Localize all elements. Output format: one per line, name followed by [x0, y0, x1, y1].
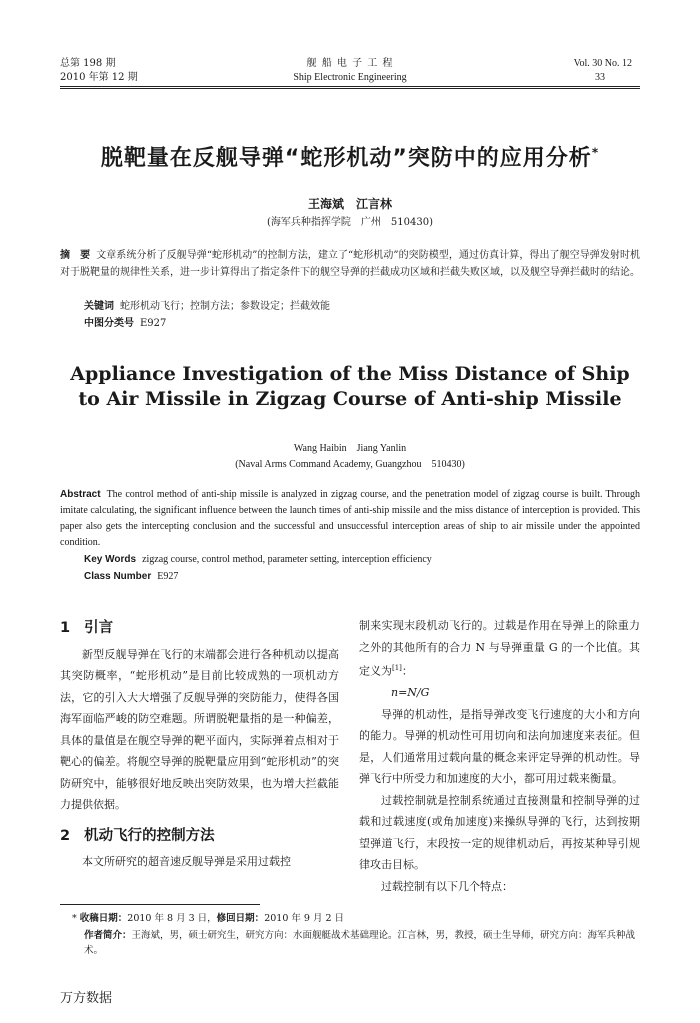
citation-1: [1]: [392, 664, 402, 672]
body-right-column: [359, 615, 640, 897]
right-paragraph-2: 导弹的机动性，是指导弹改变飞行速度的大小和方向的能力。导弹的机动性可用切向和法向加速度来表征。但是，人们通常用过载向量的概念来评定导弹的机动性。导弹飞行中所受力和加速度的大小，都可用过载来衡量。: [359, 707, 640, 786]
section-2-number: 2: [60, 827, 71, 844]
right-paragraph-4: 过载控制有以下几个特点：: [381, 879, 513, 893]
revised-label: 修回日期：: [216, 913, 265, 924]
paper-title-cn: [40, 141, 660, 172]
section-1-heading: [60, 618, 339, 640]
section-1-number: 1: [60, 620, 71, 636]
page-number: 33: [595, 72, 605, 83]
overload-formula: n=N/G: [391, 686, 430, 700]
affiliation-en: (Naval Arms Command Academy, Guangzhou 510430): [235, 459, 465, 470]
author-intro-label: 作者简介：: [84, 930, 132, 941]
abstract-en: [60, 487, 640, 551]
keywords-cn-label: 关键词: [84, 301, 114, 312]
paper-title-en: Appliance Investigation of the Miss Distance of Ship to Air Missile in Zigzag Course of Anti-ship Missile: [70, 363, 630, 410]
keywords-en: [84, 552, 640, 568]
title-cn-text: 脱靶量在反舰导弹“蛇形机动”突防中的应用分析: [100, 146, 592, 171]
body-left-column: [60, 618, 339, 873]
authors-cn: 王海斌 江言林: [307, 197, 392, 211]
affiliation-cn: (海军兵种指挥学院 广州 510430): [267, 217, 433, 228]
keywords-en-label: Key Words: [84, 554, 137, 565]
header-rule: [60, 86, 640, 87]
title-footnote-mark: *: [591, 145, 600, 160]
right-paragraph-1-end: ：: [401, 664, 413, 678]
section-2-heading: [60, 826, 339, 848]
class-number-en-label: Class Number: [84, 571, 152, 582]
right-paragraph-1: [359, 615, 640, 682]
right-paragraph-1-text: 制来实现末段机动飞行的。过载是作用在导弹上的除重力之外的其他所有的合力 N 与导弹重量 G 的一个比值。其定义为: [359, 619, 640, 678]
header-rule-double: [60, 88, 640, 89]
section-1-paragraph: 新型反舰导弹在飞行的末端都会进行各种机动以提高其突防概率，“蛇形机动”是目前比较成熟的一项机动方法，它的引入大大增强了反舰导弹的突防能力，使得各国海军面临严峻的防空难题。所谓脱靶量指的是一种偏差，具体的量值是在舰空导弹的靶平面内，实际弹着点相对于靶心的偏差。将舰空导弹的脱靶量应用到“蛇形机动”的突防研究中，能够很好地反映出突防效果，也为增大拦截能力提供依据。: [60, 647, 339, 811]
footnote-bullet: *: [72, 913, 77, 924]
author-intro-text: 王海斌，男，硕士研究生，研究方向：水面舰艇战术基础理论。江言林，男，教授，硕士生导师，研究方向：海军兵种战术。: [84, 930, 636, 956]
footnote-dates: [72, 911, 640, 926]
abstract-cn: [60, 247, 640, 281]
section-2-paragraph: 本文所研究的超音速反舰导弹是采用过载控: [82, 855, 291, 868]
received-label: 收稿日期：: [79, 913, 128, 924]
class-number-cn-label: 中图分类号: [84, 318, 134, 329]
class-number-en-value: E927: [157, 571, 179, 582]
abstract-en-text: The control method of anti-ship missile is analyzed in zigzag course, and the penetration model of zigzag course is built. Through imitate calculating, the significant influence between the launch times of anti-ship missile and the miss distance of interception is provided. This paper also gets the intercepting conclusion and the successful and unsuccessful interception areas of ship to air missile under the appointed condition.: [60, 489, 640, 548]
issue-date: 2010 年第 12 期: [60, 72, 138, 83]
section-1-title: 引言: [84, 620, 114, 636]
class-number-en: [84, 569, 640, 585]
right-paragraph-3: 过载控制就是控制系统通过直接测量和控制导弹的过载和过载速度(或角加速度)来操纵导弹的飞行，达到按期望弹道飞行，末段按一定的规律机动后，再按某种导引规律攻击目标。: [359, 793, 640, 872]
class-number-cn-value: E927: [140, 318, 167, 329]
volume-number: Vol. 30 No. 12: [573, 58, 632, 69]
abstract-en-label: Abstract: [60, 489, 101, 500]
revised-date: 2010 年 9 月 2 日: [264, 913, 345, 924]
footnote-rule: [60, 904, 260, 905]
keywords-cn-text: 蛇形机动飞行；控制方法；参数设定；拦截效能: [120, 301, 330, 312]
abstract-cn-label: 摘 要: [60, 250, 91, 261]
keywords-cn: [84, 298, 640, 315]
abstract-cn-text: 文章系统分析了反舰导弹“蛇形机动”的控制方法，建立了“蛇形机动”的突防模型，通过仿真计算，得出了舰空导弹发射时机对于脱靶量的规律性关系，进一步计算得出了指定条件下的舰空导弹的拦截成功区域和拦截失败区域，以及舰空导弹拦截时的结论。: [60, 250, 640, 278]
issue-total: 总第 198 期: [60, 58, 116, 69]
received-date: 2010 年 8 月 3 日，: [127, 913, 217, 924]
journal-title-en: Ship Electronic Engineering: [293, 72, 407, 83]
watermark-text: 万方数据: [60, 991, 113, 1006]
footnote-author: [84, 928, 640, 958]
journal-title-cn: 舰 船 电 子 工 程: [306, 58, 394, 69]
keywords-en-text: zigzag course, control method, parameter setting, interception efficiency: [142, 554, 432, 565]
authors-en: Wang Haibin Jiang Yanlin: [293, 443, 407, 454]
class-number-cn: [84, 315, 640, 332]
section-2-title: 机动飞行的控制方法: [84, 827, 215, 844]
